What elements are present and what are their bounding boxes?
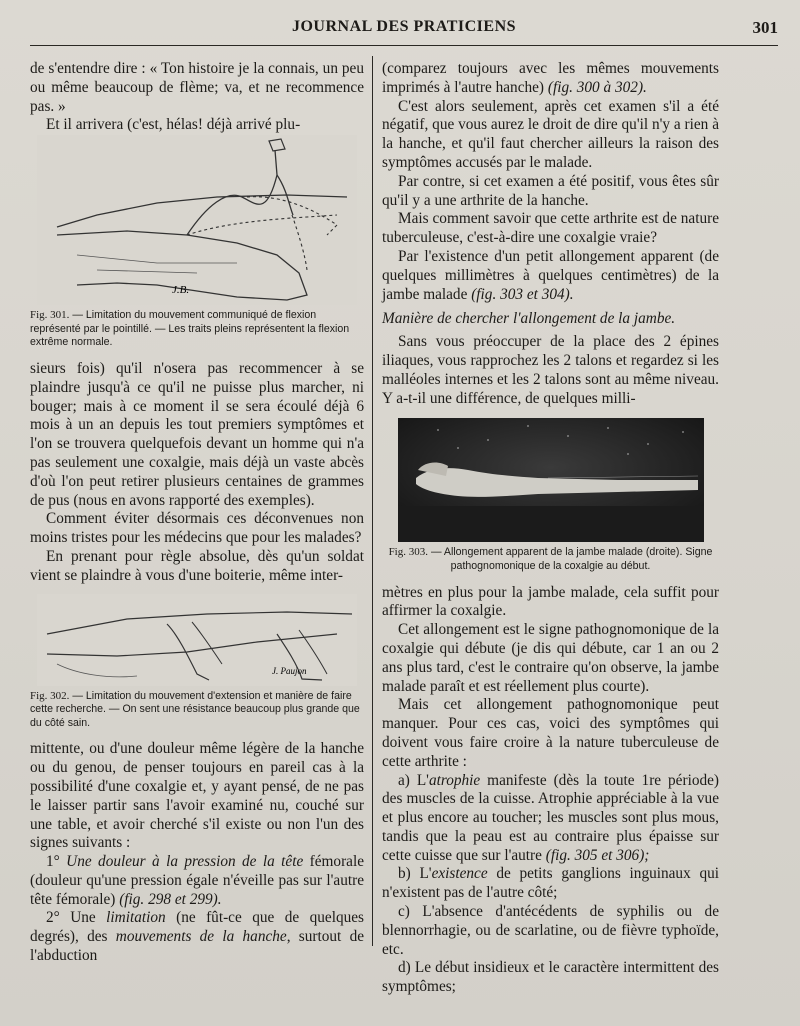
figure-301-illustration [37, 135, 357, 305]
paragraph: b) L'existence de petits ganglions inguinaux qui n'existent pas de l'autre côté; [382, 865, 719, 902]
paragraph: c) L'absence d'antécédents de syphilis ou de blennorrhagie, ou de scarlatine, ou de fièvre typhoïde, etc. [382, 903, 719, 958]
figure-302-signature: J. Paujon [272, 665, 307, 676]
paragraph: mètres en plus pour la jambe malade, cela suffit pour affirmer la coxalgie. [382, 583, 719, 620]
figure-302-caption: Fig. 302. — Limitation du mouvement d'extension et manière de faire cette recherche. — On sent une résistance beaucoup plus grande que du côté sain. [30, 689, 360, 729]
running-title: JOURNAL DES PRATICIENS [291, 18, 517, 35]
paragraph: a) L'atrophie manifeste (dès la toute 1re période) des muscles de la cuisse. Atrophie appréciable à la vue et plus encore au toucher; les muscles sont plus mous, tandis que la peau est au contraire plus épaisse sur cette cuisse que sur l'autre (fig. 305 et 306); [382, 771, 719, 864]
figure-303-caption: Fig. 303. — Allongement apparent de la jambe malade (droite). Signe pathognomonique de la coxalgie au début. [388, 546, 713, 572]
figure-303-photo [398, 418, 704, 542]
paragraph: mittente, ou d'une douleur même légère de la hanche ou du genou, de penser toujours en pareil cas à la possibilité d'une coxalgie et, y ayant pensé, de ne pas le laisser partir sans l'avoir examiné nu, couché sur une table, et avoir cherché s'il existe ou non l'un des signes suivants : [30, 740, 364, 852]
paragraph: 2° Une limitation (ne fût-ce que de quelques degrés), des mouvements de la hanche, surtout de l'abduction [30, 909, 365, 965]
paragraph: Mais comment savoir que cette arthrite est de nature tuberculeuse, c'est-à-dire une coxalgie vraie? [382, 210, 719, 247]
page-header [30, 18, 778, 40]
paragraph: Par contre, si cet examen a été positif, vous êtes sûr qu'il y a une arthrite de la hanche. [382, 172, 719, 209]
left-column [30, 60, 364, 966]
paragraph: d) Le début insidieux et le caractère intermittent des symptômes; [382, 959, 719, 996]
paragraph: 1° Une douleur à la pression de la tête fémorale (douleur qu'une pression égale n'éveille pas sur l'autre tête fémorale) (fig. 298 et 299). [30, 853, 364, 908]
paragraph: Cet allongement est le signe pathognomonique de la coxalgie qui débute (je dis qui débute, car 1 an ou 2 ans plus tard, c'est le contraire qu'on observe, la jambe malade paraît et est réellement plus courte). [382, 621, 719, 695]
paragraph: Sans vous préoccuper de la place des 2 épines iliaques, vous rapprochez les 2 talons et regardez si les malléoles internes et les 2 talons sont au même niveau. Y a-t-il une différence, de quelques milli- [382, 333, 719, 407]
figure-301-caption: Fig. 301. — Limitation du mouvement communiqué de flexion représenté par le pointillé. — Les traits pleins représentent la flexion extrême normale. [30, 309, 350, 349]
paragraph: Mais cet allongement pathognomonique peut manquer. Pour ces cas, voici des symptômes qui doivent vous faire croire à la nature tuberculeuse de cette arthrite : [382, 696, 719, 770]
paragraph: sieurs fois) qu'il n'osera pas recommencer à se plaindre jusqu'à ce qu'il ne puisse plus marcher, ni bouger; mais à ce moment il se sera écoulé déjà 6 mois à un an depuis les tout premiers symptômes et l'on se trouvera quelquefois devant un homme qui n'a pas seulement une coxalgie, mais déjà un vaste abcès d'où l'on peut retirer plusieurs centaines de grammes de pus (nous en avons rapporté des exemples). [30, 359, 364, 509]
paragraph: Par l'existence d'un petit allongement apparent (de quelques millimètres à quelques centimètres) de la jambe malade (fig. 303 et 304). [382, 247, 719, 303]
paragraph: Et il arrivera (c'est, hélas! déjà arrivé plu- [46, 116, 301, 134]
figure-301-signature: J.B. [172, 284, 190, 297]
column-divider [372, 56, 373, 946]
paragraph: C'est alors seulement, après cet examen s'il a été négatif, que vous aurez le droit de dire qu'il n'y a rien à la hanche, et qu'il faut chercher ailleurs la raison des symptômes accusés par le malade. [382, 97, 719, 171]
paragraph: Comment éviter désormais ces déconvenues non moins tristes pour les médecins que pour les malades? [30, 510, 364, 547]
header-rule [30, 45, 778, 46]
paragraph: En prenant pour règle absolue, dès qu'un soldat vient se plaindre à vous d'une boiterie, même inter- [30, 547, 364, 584]
paragraph: (comparez toujours avec les mêmes mouvements imprimés à l'autre hanche) (fig. 300 à 302). [382, 60, 719, 96]
figure-302-illustration [37, 594, 357, 686]
page-number: 301 [752, 18, 778, 37]
section-heading: Manière de chercher l'allongement de la jambe. [382, 310, 676, 328]
paragraph: de s'entendre dire : « Ton histoire je la connais, un peu ou même beaucoup de flème; va, et ne recommence pas. » [30, 60, 364, 115]
right-column [382, 60, 719, 997]
